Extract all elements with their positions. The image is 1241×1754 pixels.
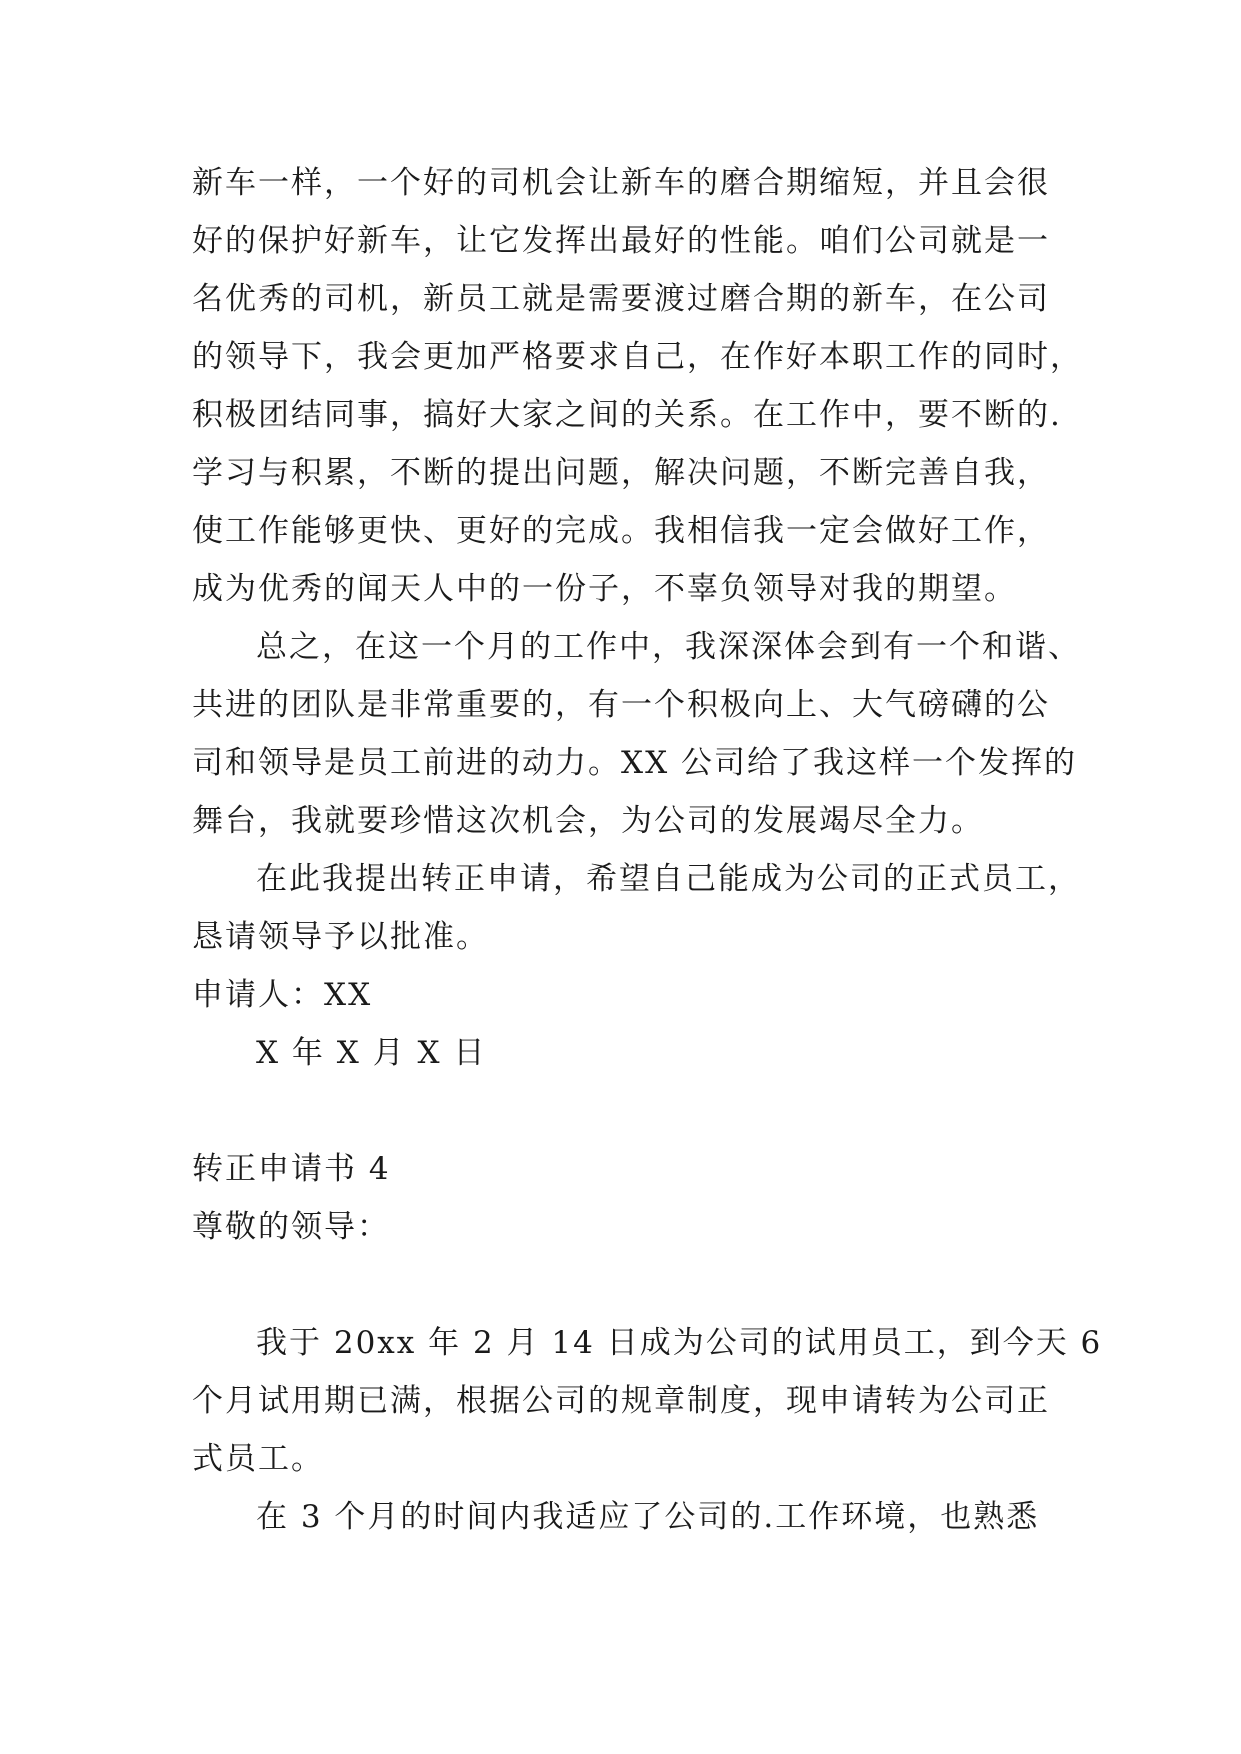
paragraph-line: 使工作能够更快、更好的完成。我相信我一定会做好工作，	[192, 513, 1050, 549]
signature-date: X 年 X 月 X 日	[256, 1035, 487, 1071]
paragraph-line: 舞台，我就要珍惜这次机会，为公司的发展竭尽全力。	[192, 803, 984, 839]
paragraph-line: 学习与积累，不断的提出问题，解决问题，不断完善自我，	[192, 455, 1050, 491]
paragraph-line: 新车一样，一个好的司机会让新车的磨合期缩短，并且会很	[192, 165, 1050, 201]
paragraph-line: 恳请领导予以批准。	[192, 919, 489, 955]
paragraph-line: 共进的团队是非常重要的，有一个积极向上、大气磅礴的公	[192, 687, 1050, 723]
paragraph-line: 在此我提出转正申请，希望自己能成为公司的正式员工，	[256, 861, 1081, 897]
paragraph-line: 个月试用期已满，根据公司的规章制度，现申请转为公司正	[192, 1383, 1050, 1419]
paragraph-line: 积极团结同事，搞好大家之间的关系。在工作中，要不断的.	[192, 397, 1062, 433]
paragraph-line: 总之，在这一个月的工作中，我深深体会到有一个和谐、	[256, 629, 1081, 665]
paragraph-line: 名优秀的司机，新员工就是需要渡过磨合期的新车，在公司	[192, 281, 1050, 317]
paragraph-line: 成为优秀的闻天人中的一份子，不辜负领导对我的期望。	[192, 571, 1017, 607]
paragraph-line: 的领导下，我会更加严格要求自己，在作好本职工作的同时，	[192, 339, 1083, 375]
paragraph-line: 式员工。	[192, 1441, 324, 1477]
paragraph-line: 我于 20xx 年 2 月 14 日成为公司的试用员工，到今天 6	[256, 1325, 1103, 1361]
paragraph-line: 司和领导是员工前进的动力。XX 公司给了我这样一个发挥的	[192, 745, 1077, 781]
paragraph-line: 在 3 个月的时间内我适应了公司的.工作环境，也熟悉	[256, 1499, 1040, 1535]
applicant-signature: 申请人：XX	[192, 977, 373, 1013]
section-heading: 转正申请书 4	[192, 1151, 391, 1187]
paragraph-line: 好的保护好新车，让它发挥出最好的性能。咱们公司就是一	[192, 223, 1050, 259]
salutation: 尊敬的领导：	[192, 1209, 390, 1245]
